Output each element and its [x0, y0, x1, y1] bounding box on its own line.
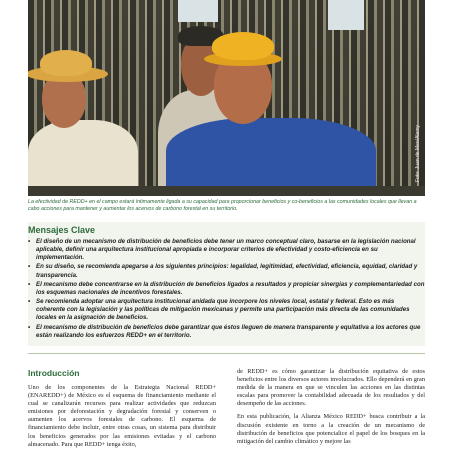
- section-divider: [28, 353, 425, 354]
- man-left-shirt: [28, 120, 138, 196]
- key-message-item: • El diseño de un mecanismo de distribución de beneficios debe tener un marco conceptual claro, basarse en la legislación nacional aplicable, definir una arquitectura institucional apropiada e incorporar criterios de efectividad y costo-eficiencia en su implementación.: [28, 238, 425, 262]
- introduction-title: Introducción: [28, 368, 80, 378]
- body-paragraph: Uno de los componentes de la Estrategia Nacional REDD+ (ENAREDD+) de México es el esquema de financiamiento mediante el cual se canalizarán recursos para realizar actividades que reduzcan emisiones por deforestación y degradación forestal y conserven o aumenten los acervos forestales de carbono. El esquema de financiamiento debe incluir, entre otras cosas, un sistema para distribuir los beneficios generados por las emisiones evitadas y el carbono almacenado. Para que REDD+ tenga éxito,: [28, 384, 216, 448]
- cover-photo: [28, 0, 425, 196]
- key-messages-title: Mensajes Clave: [28, 225, 96, 235]
- body-column-right: [237, 368, 425, 450]
- key-message-item: • El mecanismo de distribución de beneficios debe garantizar que éstos lleguen de manera transparente y equitativa a los actores que están realizando los esfuerzos REDD+ en el territorio.: [28, 324, 425, 340]
- photo-credit: Foto: Juan de Meo/Alamy: [415, 125, 421, 182]
- body-column-left: [28, 384, 216, 450]
- sky-patch: [328, 0, 364, 30]
- photo-ground: [28, 186, 425, 196]
- key-message-item: • El mecanismo debe concentrarse en la distribución de beneficios ligados a resultados y propiciar sinergias y complementariedad con los esquemas nacionales de incentivos forestales.: [28, 281, 425, 297]
- man-left-hat: [40, 50, 92, 76]
- key-messages-list: [28, 238, 425, 341]
- key-message-item: • Se recomienda adoptar una arquitectura institucional anidada que incorpore los niveles local, estatal y federal. Esto es más coherente con la legislación y las políticas de mitigación mexicanas y permite una participación más directa de las comunidades locales en la asignación de beneficios.: [28, 298, 425, 322]
- body-paragraph: En esta publicación, la Alianza México REDD+ busca contribuir a la discusión existente en torno a la creación de un mecanismo de distribución de beneficios que potencialice el papel de los bosques en la mitigación del cambio climático y mejore las: [237, 413, 425, 445]
- sky-patch: [178, 0, 218, 22]
- photo-caption: La efectividad de REDD+ en el campo estará íntimamente ligada a su capacidad para proporcionar beneficios y co-beneficios a las comunidades locales que llevan a cabo acciones para mantener y aumentar los acervos de carbono forestal en su territorio.: [28, 199, 417, 212]
- man-right-hat: [212, 32, 274, 60]
- key-message-item: • En su diseño, se recomienda apegarse a los siguientes principios: legalidad, legitimidad, efectividad, eficiencia, equidad, claridad y transparencia.: [28, 263, 425, 279]
- body-paragraph: de REDD+ es cómo garantizar la distribución equitativa de estos beneficios entre los diversos actores involucrados. Ello dependerá en gran medida de la manera en que se vinculen las acciones en las distintas escalas para promover la contabilidad adecuada de los resultados y del desempeño de las acciones.: [237, 368, 425, 408]
- man-right-shirt: [166, 118, 376, 196]
